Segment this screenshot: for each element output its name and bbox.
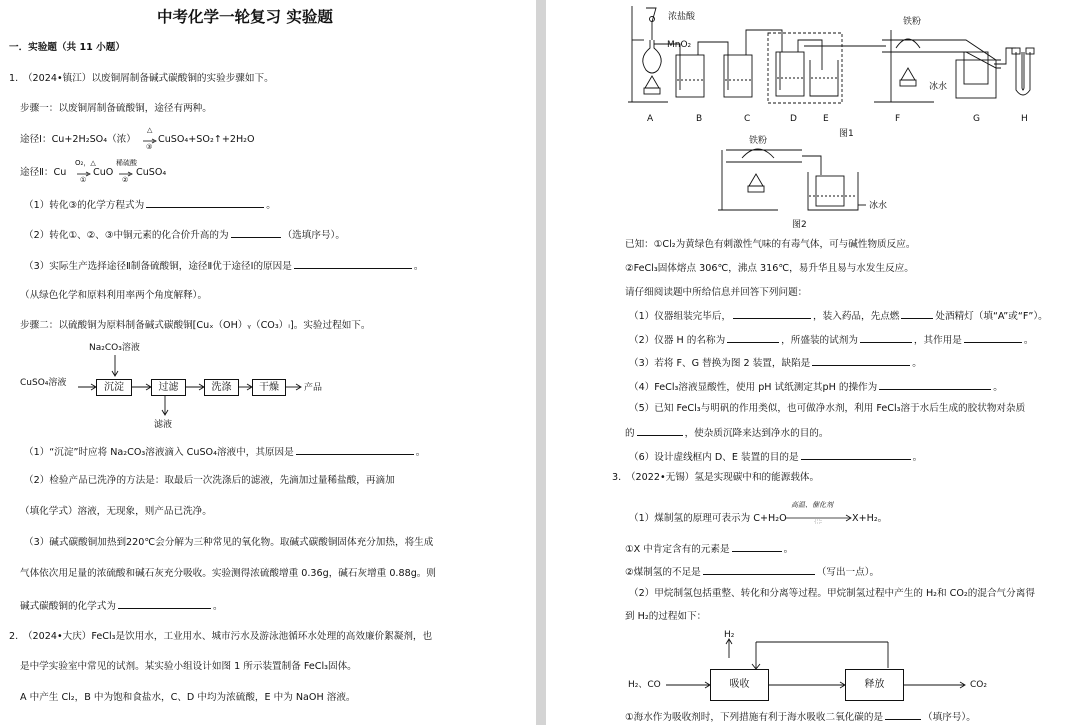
fig1-letter-h: H xyxy=(1021,114,1028,124)
q2-part3: （3）若将 F、G 替换为图 2 装置，缺陷是 。 xyxy=(629,358,922,369)
q1-step2-part3-line2: 气体依次用足量的浓硫酸和碱石灰充分吸收。实验测得浓硫酸增重 0.36g，碱石灰增重 0.88g。则 xyxy=(20,568,436,579)
document-title: 中考化学一轮复习 实验题 xyxy=(157,8,333,26)
fig1-letter-e: E xyxy=(823,114,829,124)
q3-flow-input-label: H₂、CO xyxy=(628,680,661,690)
flow-reagent-label: Na₂CO₃溶液 xyxy=(89,343,140,353)
q1-step2-part2-line1: （2）检验产品已洗净的方法是：取最后一次洗涤后的滤液，先滴加过量稀盐酸，再滴加 xyxy=(24,475,395,486)
q1-route1-step-number: ③ xyxy=(146,143,153,151)
fig1-letter-a: A xyxy=(647,114,654,124)
fig1-iron-label: 铁粉 xyxy=(903,17,922,27)
fig1-letter-d: D xyxy=(790,114,797,124)
fig1-caption: 图1 xyxy=(839,129,854,139)
document-page-right xyxy=(546,0,1080,725)
figure1-apparatus xyxy=(546,0,1080,145)
q1-route1-right: CuSO₄+SO₂↑+2H₂O xyxy=(158,134,255,145)
q1-route2-condition2: 稀硫酸 xyxy=(116,159,137,167)
flow-box-dry: 干燥 xyxy=(252,379,286,396)
q1-route2-cuso4: CuSO₄ xyxy=(136,167,167,178)
flow-reagent-arrow xyxy=(112,355,118,377)
fig1-letter-g: G xyxy=(973,114,980,124)
document-page-left xyxy=(0,0,536,725)
fig1-letter-f: F xyxy=(895,114,901,124)
q3-answer1: ①X 中肯定含有的元素是 。 xyxy=(625,544,794,555)
q1-part1: （1）转化③的化学方程式为 。 xyxy=(24,200,276,211)
flow-box-precipitate: 沉淀 xyxy=(96,379,132,396)
q2-stem: 2. （2024•大庆）FeCl₃是饮用水，工业用水、城市污水及游泳池循环水处理的高效廉价絮凝剂，也 xyxy=(9,631,433,642)
q2-known2: ②FeCl₃固体熔点 306℃，沸点 316℃，易升华且易与水发生反应。 xyxy=(625,263,914,274)
q2-line2: 是中学实验室中常见的试剂。某实验小组设计如图 1 所示装置制备 FeCl₃固体。 xyxy=(20,661,357,672)
q1-step2-part1: （1）“沉淀”时应将 Na₂CO₃溶液滴入 CuSO₄溶液中，其原因是 。 xyxy=(24,447,426,458)
fig2-caption: 图2 xyxy=(792,220,807,230)
q3-flow-absorb-box: 吸收 xyxy=(710,669,769,701)
q1-step2-part3-line1: （3）碱式碳酸铜加热到220℃会分解为三种常见的氧化物。取碱式碳酸铜固体充分加热，将生成 xyxy=(24,537,434,548)
flow-start-label: CuSO₄溶液 xyxy=(20,378,67,388)
q3-flow-co2-label: CO₂ xyxy=(970,680,987,690)
q1-route1-condition: △ xyxy=(147,126,153,134)
q1-route2-condition1: O₂，△ xyxy=(75,159,96,167)
q1-route2-step2: ② xyxy=(122,176,129,184)
q1-route1-left: 途径Ⅰ：Cu+2H₂SO₄（浓） xyxy=(20,134,136,145)
q3-part1-product: X+H₂。 xyxy=(852,513,888,524)
q2-read: 请仔细阅读题中所给信息并回答下列问题： xyxy=(625,287,808,298)
q1-step2-part2-line2: （填化学式）溶液，无现象，则产品已洗净。 xyxy=(20,506,212,517)
q1-route2-cu: 途径Ⅱ：Cu xyxy=(20,167,67,178)
q3-last-line: ①海水作为吸收剂时，下列措施有利于海水吸收二氧化碳的是 （填序号）。 xyxy=(625,712,976,723)
q1-part2: （2）转化①、②、③中铜元素的化合价升高的为 （选填序号）。 xyxy=(24,230,345,241)
flow-box-wash: 洗涤 xyxy=(204,379,239,396)
q3-part2-line2: 到 H₂的过程如下： xyxy=(625,611,707,622)
q1-route2-cuo: CuO xyxy=(93,167,114,178)
fig2-ice-label: 冰水 xyxy=(869,201,888,211)
fig2-iron-label: 铁粉 xyxy=(749,136,768,146)
q2-part4: （4）FeCl₃溶液显酸性，使用 pH 试纸测定其pH 的操作为 。 xyxy=(629,382,1003,393)
q2-part1: （1）仪器组装完毕后， ，装入药品，先点燃 处酒精灯（填“A”或“F”）。 xyxy=(629,311,1048,322)
fig1-ice-label: 冰水 xyxy=(929,82,948,92)
q1-step2: 步骤二：以硫酸铜为原料制备碱式碳酸铜[Cuₓ（OH）ᵧ（CO₃）ᵢ]。实验过程如下。 xyxy=(20,320,371,331)
q1-part3: （3）实际生产选择途径Ⅱ制备硫酸铜，途径Ⅱ优于途径Ⅰ的原因是 。 xyxy=(24,261,424,272)
fig1-mno2-label: MnO₂ xyxy=(667,40,692,50)
fig1-letter-b: B xyxy=(696,114,703,124)
page-gutter xyxy=(536,0,546,725)
q1-route2-step1: ① xyxy=(80,176,87,184)
fig1-hcl-label: 浓盐酸 xyxy=(668,12,696,22)
flow-box-filter: 过滤 xyxy=(151,379,186,396)
q1-step2-part3-line3: 碱式碳酸铜的化学式为 。 xyxy=(20,601,223,612)
q3-answer2: ②煤制氢的不足是 （写出一点）。 xyxy=(625,567,880,578)
q1-stem: 1. （2024•镇江）以废铜屑制备碱式碳酸铜的实验步骤如下。 xyxy=(9,73,274,84)
q2-part5-line1: （5）已知 FeCl₃与明矾的作用类似，也可做净水剂，利用 FeCl₃溶于水后生成的胶状物对杂质 xyxy=(629,403,1026,414)
q2-part2: （2）仪器 H 的名称为 ，所盛装的试剂为 ，其作用是 。 xyxy=(629,335,1034,346)
q1-part3-note: （从绿色化学和原料利用率两个角度解释）。 xyxy=(20,290,208,301)
q3-part2-line1: （2）甲烷制氢包括重整、转化和分离等过程。甲烷制氢过程中产生的 H₂和 CO₂的混合气分离得 xyxy=(629,588,1035,599)
q2-part6: （6）设计虚线框内 D、E 装置的目的是 。 xyxy=(629,452,923,463)
q3-flow-release-box: 释放 xyxy=(845,669,904,701)
q2-known1: 已知：①Cl₂为黄绿色有刺激性气味的有毒气体，可与碱性物质反应。 xyxy=(625,239,916,250)
q2-part5-line2: 的 ，使杂质沉降来达到净水的目的。 xyxy=(625,428,829,439)
flow-filtrate-label: 滤液 xyxy=(154,420,173,430)
q3-flow-h2-label: H₂ xyxy=(724,630,735,640)
q1-step1: 步骤一：以废铜屑制备硫酸铜，途径有两种。 xyxy=(20,103,212,114)
q2-line3: A 中产生 Cl₂，B 中为饱和食盐水，C、D 中均为浓硫酸，E 中为 NaOH 溶液。 xyxy=(20,692,356,703)
flow-filtrate-arrow xyxy=(162,396,168,416)
q3-part1: （1）煤制氢的原理可表示为 C+H₂O xyxy=(629,513,787,524)
q3-reaction-arrow xyxy=(786,515,852,523)
fig1-letter-c: C xyxy=(744,114,751,124)
flow-product-label: 产品 xyxy=(304,383,323,393)
section-heading: 一．实验题（共 11 小题） xyxy=(9,42,125,53)
q3-stem: 3. （2022•无锡）氢是实现碳中和的能源载体。 xyxy=(612,472,820,483)
q3-reaction-condition: 高温、催化剂 xyxy=(791,501,833,509)
